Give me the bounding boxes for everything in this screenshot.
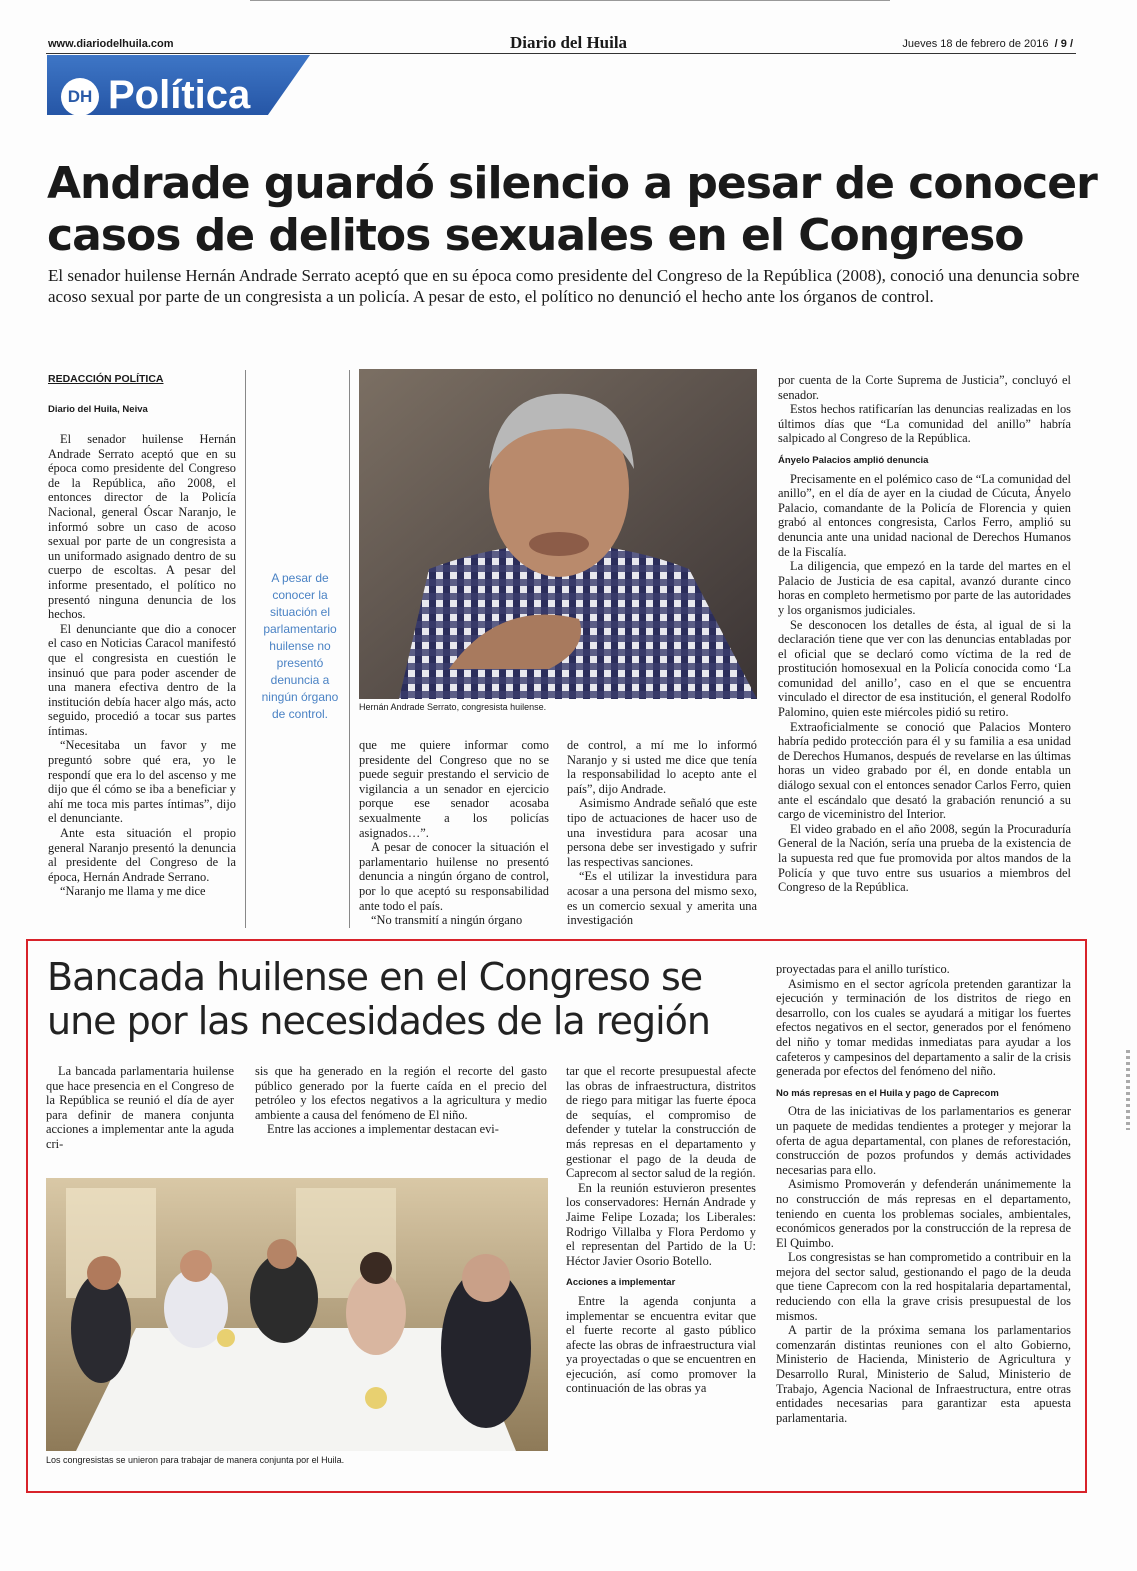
article2-headline-line2: une por las necesidades de la región (47, 999, 710, 1043)
article1-byline: REDACCIÓN POLÍTICA (48, 373, 164, 385)
site-url: www.diariodelhuila.com (48, 38, 174, 50)
article2-headline (47, 955, 767, 1043)
margin-marks (1126, 1050, 1130, 1130)
paragraph: “No transmití a ningún órgano (371, 913, 523, 928)
photo-andrade (359, 369, 757, 699)
newspaper-name-a: Diario del (509, 33, 587, 52)
article1-col3 (567, 738, 757, 928)
paragraph: En la reunión estuvieron presentes los conservadores: Hernán Andrade y Jaime Felipe Lozada; los Liberales: Rodrigo Villalba y Flora Perdomo y el representan del Partido de la U: Héctor Javier Osorio Botello. (566, 1180, 756, 1268)
page-number: / 9 / (1054, 38, 1073, 50)
issue-date (902, 38, 1073, 50)
subhead-acciones: Acciones a implementar (566, 1277, 676, 1289)
paragraph: Otra de las iniciativas de los parlamentarios es generar un paquete de medidas tendientes a proteger y mejorar la oferta de agua departamental, con planes de reforestación, construcción de pozos profundos y demás actividades necesarias para ello. (776, 1104, 1071, 1177)
paragraph: “Es el utilizar la investidura para acosar a una persona del mismo sexo, es un comercio sexual y amerita una investigación (567, 869, 757, 928)
paragraph: Precisamente en el polémico caso de “La comunidad del anillo”, en el día de ayer en la ciudad de Cúcuta, Ányelo Palacio, comandante de la Policía de Florencia y quien grabó al entonces congresista, Carlos Ferro, amplió su denuncia ante una unidad nacional de Derechos Humanos de la Fiscalía. (778, 471, 1071, 559)
article2-col3 (566, 1064, 756, 1396)
paragraph: A partir de la próxima semana los parlamentarios comenzarán distintas reuniones con el alto Gobierno, Ministerio de Hacienda, Ministerio de Agricultura y Desarrollo Rural, Ministerio de Salud, Ministerio de Trabajo, Agencia Nacional de Infraestructura, entre otras entidades necesarias para garantizar esta apuesta parlamentaria. (776, 1323, 1071, 1425)
dh-logo: DH (61, 78, 99, 116)
paragraph: La bancada parlamentaria huilense que hace presencia en el Congreso de la República se reunió el día de ayer para definir de manera conjunta acciones a implementar ante la aguda cri- (46, 1064, 234, 1151)
paragraph: sis que ha generado en la región el recorte del gasto público generado por la fuerte caída en el precio del petróleo y los efectos negativos a la agricultura y medio ambiente a causa del fenómeno de El niño. (255, 1064, 547, 1122)
article2-col4 (776, 962, 1071, 1425)
photo1-caption: Hernán Andrade Serrato, congresista huilense. (359, 702, 547, 712)
paragraph: Los congresistas se han comprometido a contribuir en la mejora del sector salud, gestionando el pago de la deuda que tiene Caprecom con la red hospitalaria departamental, reduciendo con ella la grave crisis presupuestal de los mismos. (776, 1250, 1071, 1323)
paragraph: de control, a mí me lo informó Naranjo y si usted me dice que tenía la responsabilidad lo acepto ante el país”, dijo Andrade. (567, 738, 757, 796)
paragraph: proyectadas para el anillo turístico. (776, 962, 950, 976)
paragraph: Asimismo en el sector agrícola pretenden garantizar la ejecución y terminación de los distritos de riego en desarrollo, con los cuales se ayudará a mitigar los fuertes efectos negativos en el sector, generados por el fenómeno del niño y tomar medidas inmediatas para ayudar a los cafeteros y campesinos del departamento a salir de la crisis generada por efectos del fenómeno del niño. (776, 976, 1071, 1079)
article1-source: Diario del Huila, Neiva (48, 404, 148, 415)
paragraph: que me quiere informar como presidente del Congreso que no se puede seguir prestando el servicio de vigilancia a un senador en ejercicio porque ese senador acosaba sexualmente a los policías asignados…”. (359, 738, 549, 840)
paragraph: La diligencia, que empezó en la tarde del martes en el Palacio de Justicia de esa capital, avanzó durante cinco horas en completo hermetismo por parte de las autoridades y los organismos judiciales. (778, 559, 1071, 617)
paragraph: “Necesitaba un favor y me preguntó sobre qué era, yo le respondí que era lo del ascenso y me dijo que él cómo se iba a beneficiar y ahí me toca mis partes íntimas”, dijo el denunciante. (48, 738, 236, 826)
top-rule (250, 0, 890, 1)
paragraph: tar que el recorte presupuestal afecte las obras de infraestructura, distritos de riego para mitigar las fuerte época de sequías, el compromiso de defender y tutelar la construcción de más represas en el departamento y gestionar el pago de la deuda de Caprecom al sector salud de la región. (566, 1064, 756, 1181)
section-title: Política (108, 73, 251, 117)
subhead-palacios: Ányelo Palacios amplió denuncia (778, 454, 929, 466)
paragraph: El video grabado en el año 2008, según la Procuraduría General de la Nación, sería una prueba de la existencia de la supuesta red que fue promovida por altos mandos de la Policía y que tuvo entre sus usuarios a miembros del Congreso de la República. (778, 821, 1071, 895)
photo-bancada-meeting (46, 1178, 548, 1451)
header-rule (46, 53, 1076, 54)
subhead-represas: No más represas en el Huila y pago de Caprecom (776, 1087, 999, 1099)
article1-headline-line2: casos de delitos sexuales en el Congreso (47, 210, 1024, 261)
paragraph: Asimismo Andrade señaló que este tipo de actuaciones de hacer uso de una investidura para acosar una persona debe ser investigado y sufrir las respectivas sanciones. (567, 796, 757, 869)
meeting-illustration (46, 1178, 548, 1451)
paragraph: “Naranjo me llama y me dice (60, 884, 206, 899)
column-divider (349, 370, 350, 928)
paragraph: El senador huilense Hernán Andrade Serrato aceptó que en su época como presidente del Congreso de la República, año 2008, el entonces director de la Policía Nacional, general Óscar Naranjo, le informó sobre un caso de acoso sexual por parte de un congresista a un uniformado asignado dentro de su cuerpo de escoltas. A pesar del informe presentado, el político no presentó ninguna denuncia de los hechos. (48, 432, 236, 622)
article1-headline (47, 158, 1097, 262)
paragraph: por cuenta de la Corte Suprema de Justicia”, concluyó el senador. (778, 373, 1071, 402)
article1-col4 (778, 373, 1071, 895)
column-divider (245, 370, 246, 928)
article2-headline-line1: Bancada huilense en el Congreso se (47, 955, 703, 999)
date-text: Jueves 18 de febrero de 2016 (902, 38, 1049, 50)
article1-headline-line1: Andrade guardó silencio a pesar de conocer (47, 158, 1097, 209)
paragraph: Entre las acciones a implementar destacan evi- (267, 1122, 499, 1137)
pullquote: A pesar de conocer la situación el parlamentario huilense no presentó denuncia a ningún órgano de control. (261, 571, 339, 721)
newspaper-name-b: Huila (586, 33, 628, 52)
paragraph: Ante esta situación el propio general Naranjo presentó la denuncia al presidente del Congreso de la época, Hernán Andrade Serrano. (48, 826, 236, 884)
article2-col1 (46, 1064, 234, 1152)
article1-col2 (359, 738, 549, 928)
paragraph: Extraoficialmente se conoció que Palacios Montero habría pedido protección para él y su familia a esa unidad de Derechos Humanos, después de revelarse en las últimas horas un video grabado por él, en donde entabla un diálogo sexual con el entonces senador Carlos Ferro, quien ante el escándalo que desató la grabación renunció a su cargo de viceministro del Interior. (778, 719, 1071, 822)
article2-col2 (255, 1064, 547, 1137)
paragraph: El denunciante que dio a conocer el caso en Noticias Caracol manifestó que el congresista en cuestión le insinuó que para poder ascender de una manera efectiva dentro de la institución debía hacer algo más, acto seguido, procedió a tocar sus partes íntimas. (48, 621, 236, 738)
portrait-illustration (359, 369, 757, 699)
paragraph: Se desconocen los detalles de ésta, al igual de si la declaración tiene que ver con las denuncias entabladas por el oficial que se declaró como víctima de la red de prostitución homosexual en la Policía conocida como ‘La comunidad del anillo’, caso en el que se encuentra vinculado el director de esa institución, el general Rodolfo Palomino, quien este miércoles pidió su retiro. (778, 617, 1071, 720)
paragraph: Asimismo Promoverán y defenderán unánimemente la no construcción de más represas en el departamento, teniendo en cuenta los problemas sociales, ambientales, económicos generados por la construcción de la represa de El Quimbo. (776, 1177, 1071, 1250)
article1-dek: El senador huilense Hernán Andrade Serrato aceptó que en su época como presidente del Congreso de la República (2008), conoció una denuncia sobre acoso sexual por parte de un congresista a un policía. A pesar de esto, el político no denunció el hecho ante los órganos de control. (48, 266, 1080, 306)
paragraph: Entre la agenda conjunta a implementar se encuentra evitar que el fuerte recorte al gasto público afecte las obras de infraestructura vial ya proyectadas o que se encuentren en ejecución, así como promover la continuación de las obras ya (566, 1293, 756, 1396)
paragraph: A pesar de conocer la situación el parlamentario huilense no presentó denuncia a ningún órgano de control, por lo que aceptó su responsabilidad ante todo el país. (359, 840, 549, 913)
photo2-caption: Los congresistas se unieron para trabajar de manera conjunta por el Huila. (46, 1455, 345, 1465)
paragraph: Estos hechos ratificarían las denuncias realizadas en los últimos días que “La comunidad del anillo” habría salpicado al Congreso de la República. (778, 402, 1071, 446)
article1-col1 (48, 432, 236, 899)
